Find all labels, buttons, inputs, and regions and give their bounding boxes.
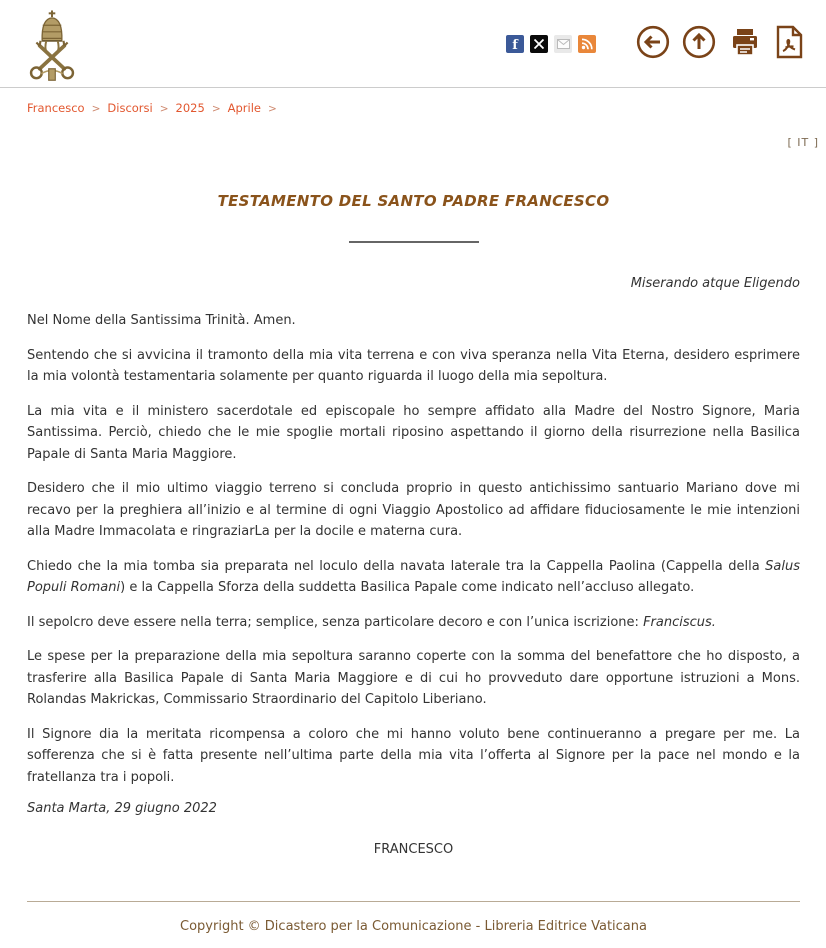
vatican-coat-of-arms-logo[interactable] [14, 8, 90, 90]
scroll-top-arrow-icon[interactable] [682, 25, 716, 63]
language-badge-it[interactable]: [ IT ] [787, 136, 819, 149]
testament-paragraph: Sentendo che si avvicina il tramonto della mia vita terrena e con viva speranza nella Vita Eterna, desidero esprimere la mia volontà testamentaria solamente per quanto riguarda il luogo della mia sepoltura. [27, 347, 800, 384]
page-footer [27, 901, 800, 948]
testament-paragraph: Il Signore dia la meritata ricompensa a coloro che mi hanno voluto bene continueranno a pregare per me. La sofferenza che si è fatta presente nell’ultima parte della mia vita l’offerta al Signore per la pace nel mondo e la fratellanza tra i popoli. [27, 726, 800, 785]
document-body [27, 192, 800, 857]
breadcrumb-link-francesco[interactable]: Francesco [27, 101, 85, 115]
breadcrumb-link-discorsi[interactable]: Discorsi [107, 101, 153, 115]
title-divider [349, 241, 479, 243]
breadcrumb-link-aprile[interactable]: Aprile [227, 101, 262, 115]
testament-paragraph: Chiedo che la mia tomba sia preparata nel loculo della navata laterale tra la Cappella Paolina (Cappella della Salus Populi Romani) e la Cappella Sforza della suddetta Basilica Papale come indicato nell’accluso allegato. [27, 558, 800, 595]
testament-paragraph: Desidero che il mio ultimo viaggio terreno si concluda proprio in questo antichissimo santuario Mariano dove mi recavo per la preghiera all’inizio e al termine di ogni Viaggio Apostolico ad affidare fiduciosamente le mie intenzioni alla Madre Immacolata e ringraziarLa per la docile e materna cura. [27, 481, 800, 539]
testament-paragraph: La mia vita e il ministero sacerdotale ed episcopale ho sempre affidato alla Madre del Nostro Signore, Maria Santissima. Perciò, chiedo che le mie spoglie mortali riposino aspettando il giorno della risurrezione nella Basilica Papale di Santa Maria Maggiore. [27, 403, 800, 462]
testament-paragraph: Le spese per la preparazione della mia sepoltura saranno coperte con la somma del benefattore che ho disposto, a trasferire alla Basilica Papale di Santa Maria Maggiore e di cui ho provveduto dare opportune istruzioni a Mons. Rolandas Makrickas, Commissario Straordinario del Capitolo Liberiano. [27, 649, 800, 707]
page-header [0, 0, 826, 88]
pdf-download-icon[interactable] [774, 25, 804, 63]
x-twitter-share-icon[interactable] [530, 35, 548, 53]
breadcrumb-separator: > [91, 103, 101, 115]
breadcrumb-separator: > [159, 103, 169, 115]
signature: FRANCESCO [373, 842, 454, 857]
page-title: TESTAMENTO DEL SANTO PADRE FRANCESCO [217, 192, 610, 210]
dateline: Santa Marta, 29 giugno 2022 [27, 801, 217, 816]
rss-feed-icon[interactable] [578, 35, 596, 53]
social-share-bar [506, 35, 596, 53]
breadcrumb-separator: > [268, 103, 277, 115]
copyright-text: Copyright © Dicastero per la Comunicazione - Libreria Editrice Vaticana [180, 919, 647, 934]
breadcrumb-separator: > [211, 103, 221, 115]
language-row [0, 131, 826, 150]
email-share-icon[interactable] [554, 35, 572, 53]
facebook-share-icon[interactable] [506, 35, 524, 53]
testament-paragraphs [27, 310, 800, 788]
back-arrow-icon[interactable] [636, 25, 670, 63]
testament-paragraph: Nel Nome della Santissima Trinità. Amen. [27, 313, 296, 328]
header-actions [506, 25, 804, 63]
print-icon[interactable] [728, 25, 762, 63]
testament-paragraph: Il sepolcro deve essere nella terra; semplice, senza particolare decoro e con l’unica iscrizione: Franciscus. [27, 614, 716, 630]
breadcrumb-link-2025[interactable]: 2025 [175, 101, 205, 115]
breadcrumb [0, 88, 826, 115]
facebook-f-glyph: f [512, 38, 518, 53]
episcopal-motto: Miserando atque Eligendo [630, 276, 800, 291]
vatican-emblem-icon [14, 71, 90, 90]
page-tools [636, 25, 804, 63]
